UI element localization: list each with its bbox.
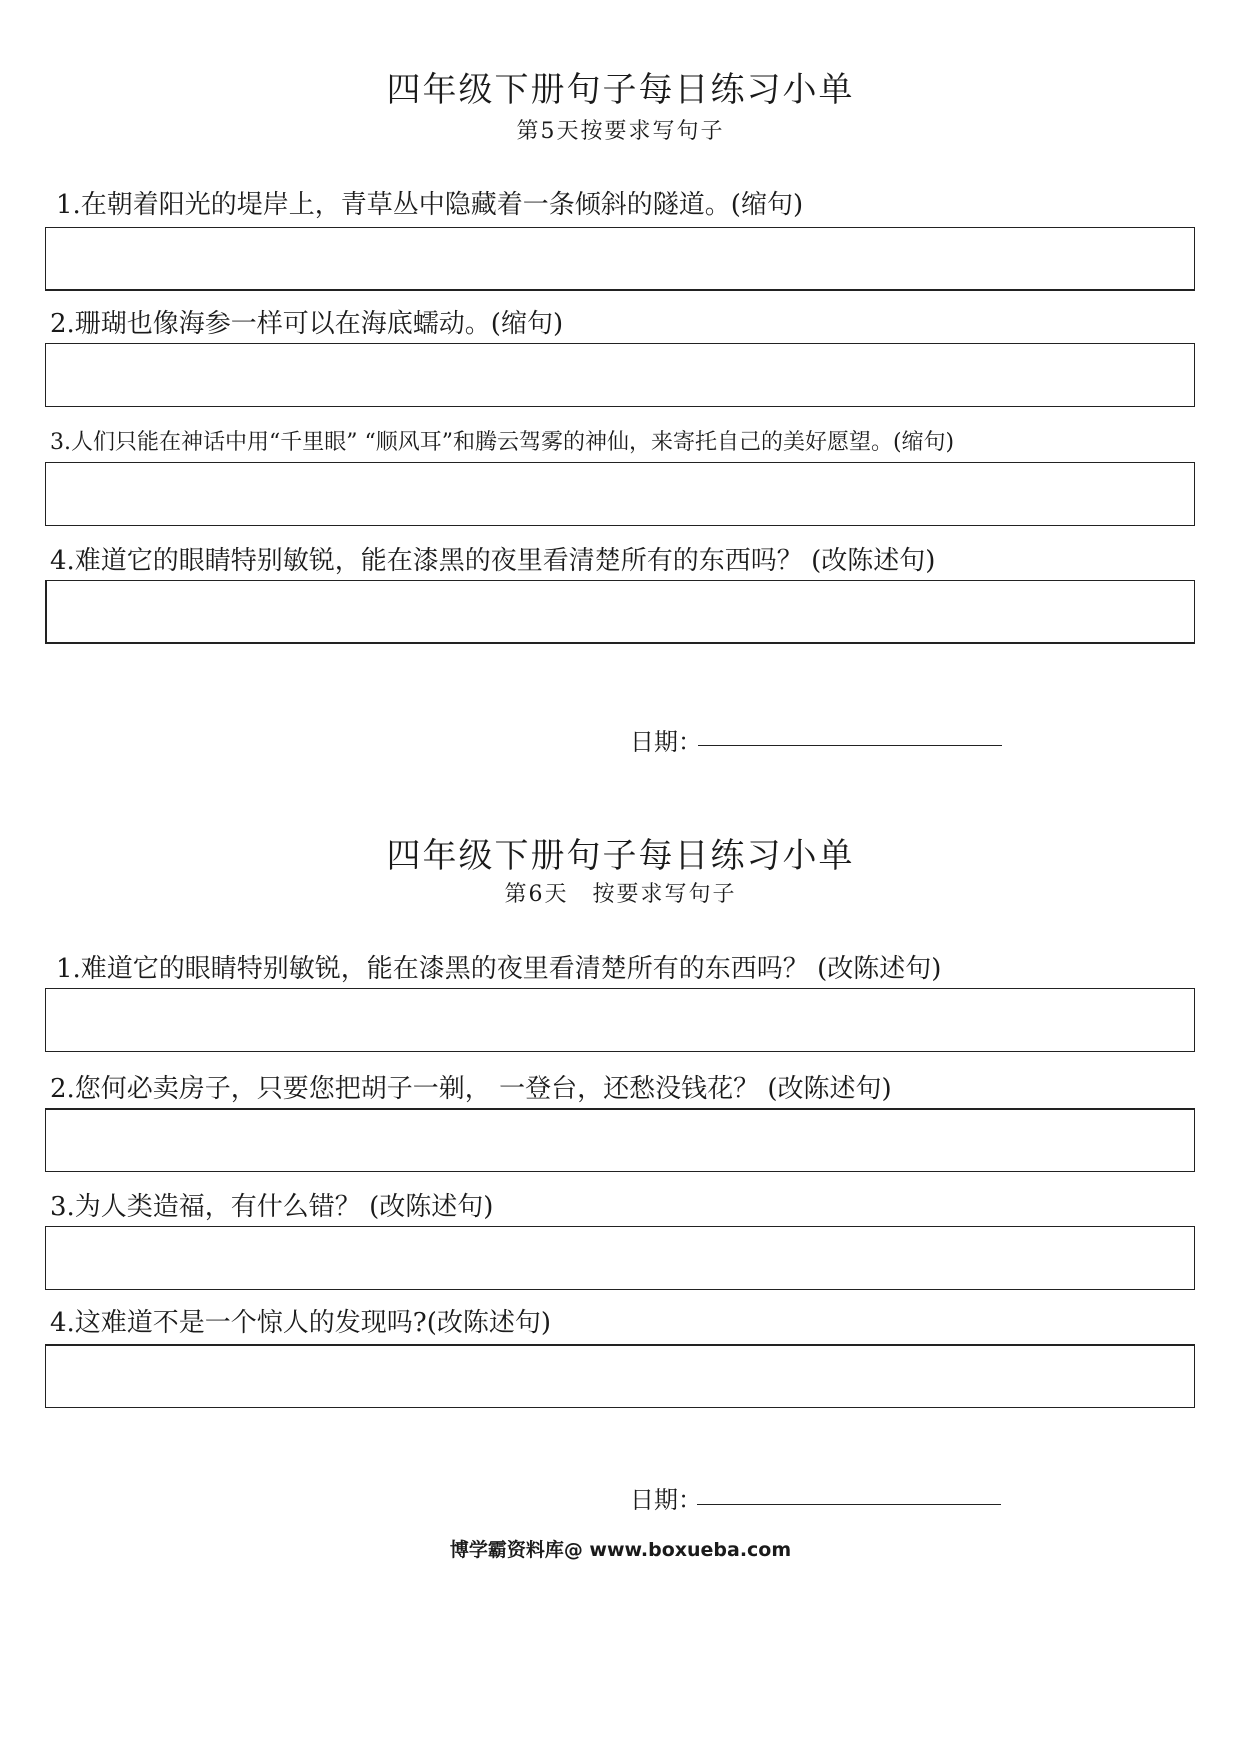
day6-question-3: 3.为人类造福，有什么错？ (改陈述句) — [50, 1192, 494, 1222]
day6-question-1: 1.难道它的眼睛特别敏锐，能在漆黑的夜里看清楚所有的东西吗？ (改陈述句) — [56, 954, 942, 984]
day5-answer-box-2[interactable] — [45, 343, 1195, 407]
day5-subtitle: 第5天按要求写句子 — [516, 119, 725, 144]
day5-title: 四年级下册句子每日练习小单 — [386, 70, 855, 110]
day6-answer-box-4[interactable] — [45, 1344, 1195, 1408]
day6-title: 四年级下册句子每日练习小单 — [386, 836, 855, 876]
day6-date-label: 日期： — [630, 1486, 702, 1514]
day5-date-field[interactable] — [698, 745, 1002, 746]
day5-answer-box-1[interactable] — [45, 227, 1195, 291]
day6-answer-box-1[interactable] — [45, 988, 1195, 1052]
day5-date-label: 日期： — [630, 728, 702, 756]
day6-answer-box-2[interactable] — [45, 1108, 1195, 1172]
day5-question-1: 1.在朝着阳光的堤岸上，青草丛中隐藏着一条倾斜的隧道。(缩句) — [56, 190, 804, 220]
day5-answer-box-3[interactable] — [45, 462, 1195, 526]
day6-answer-box-3[interactable] — [45, 1226, 1195, 1290]
day5-question-3: 3.人们只能在神话中用“千里眼” “顺风耳”和腾云驾雾的神仙，来寄托自己的美好愿望。(缩句) — [50, 430, 955, 455]
footer-watermark: 博学霸资料库@ www.boxueba.com — [449, 1539, 792, 1561]
day5-question-4: 4.难道它的眼睛特别敏锐，能在漆黑的夜里看清楚所有的东西吗？ (改陈述句) — [50, 546, 936, 576]
day5-question-2: 2.珊瑚也像海参一样可以在海底蠕动。(缩句) — [50, 309, 564, 339]
day6-question-4: 4.这难道不是一个惊人的发现吗?(改陈述句) — [50, 1308, 552, 1338]
day5-answer-box-4[interactable] — [45, 580, 1195, 644]
day6-question-2: 2.您何必卖房子，只要您把胡子一剃， 一登台，还愁没钱花？ (改陈述句) — [50, 1074, 892, 1104]
day6-date-field[interactable] — [697, 1504, 1001, 1505]
day6-subtitle: 第6天 按要求写句子 — [504, 882, 737, 907]
